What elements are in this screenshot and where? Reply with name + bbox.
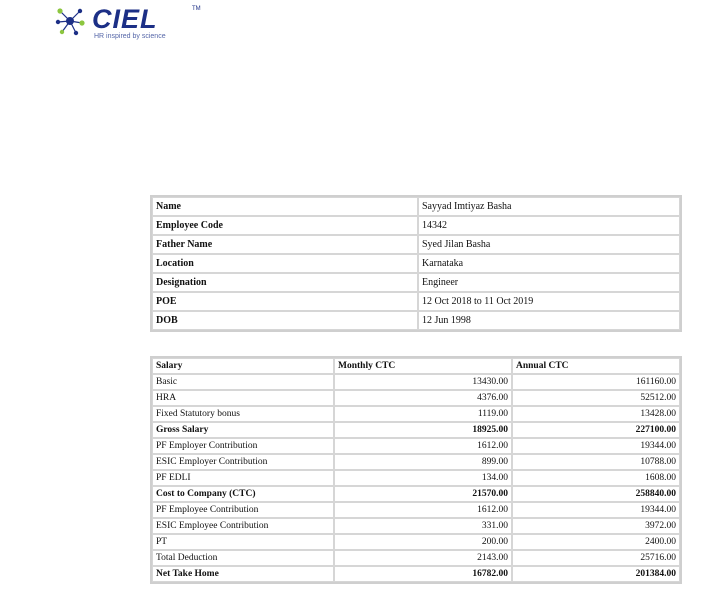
salary-row: [152, 454, 680, 470]
salary-component-label: PF Employer Contribution: [152, 438, 334, 454]
salary-row: [152, 502, 680, 518]
employee-field-label: Name: [152, 197, 418, 216]
employee-row: [152, 235, 680, 254]
annual-ctc-value: 52512.00: [512, 390, 680, 406]
monthly-ctc-value: 4376.00: [334, 390, 512, 406]
salary-component-label: ESIC Employee Contribution: [152, 518, 334, 534]
monthly-ctc-value: 200.00: [334, 534, 512, 550]
annual-ctc-value: 161160.00: [512, 374, 680, 390]
employee-field-value: Syed Jilan Basha: [418, 235, 680, 254]
employee-field-value: Karnataka: [418, 254, 680, 273]
employee-field-label: Designation: [152, 273, 418, 292]
annual-ctc-value: 2400.00: [512, 534, 680, 550]
employee-field-value: 12 Oct 2018 to 11 Oct 2019: [418, 292, 680, 311]
salary-component-label: PF EDLI: [152, 470, 334, 486]
employee-row: [152, 254, 680, 273]
salary-row: [152, 518, 680, 534]
salary-component-label: HRA: [152, 390, 334, 406]
annual-ctc-value: 19344.00: [512, 502, 680, 518]
salary-row: [152, 390, 680, 406]
employee-row: [152, 197, 680, 216]
salary-row: [152, 566, 680, 582]
monthly-ctc-value: 18925.00: [334, 422, 512, 438]
salary-component-label: ESIC Employer Contribution: [152, 454, 334, 470]
employee-field-label: POE: [152, 292, 418, 311]
employee-field-value: Engineer: [418, 273, 680, 292]
salary-breakup-table: [150, 356, 682, 584]
salary-row: [152, 438, 680, 454]
annual-ctc-value: 1608.00: [512, 470, 680, 486]
salary-component-label: Gross Salary: [152, 422, 334, 438]
employee-field-value: 14342: [418, 216, 680, 235]
monthly-ctc-value: 1612.00: [334, 438, 512, 454]
salary-row: [152, 406, 680, 422]
employee-row: [152, 273, 680, 292]
salary-row: [152, 486, 680, 502]
logo-wordmark: CIEL: [92, 4, 158, 34]
salary-header-row: [152, 358, 680, 374]
employee-field-label: Father Name: [152, 235, 418, 254]
employee-field-value: 12 Jun 1998: [418, 311, 680, 330]
monthly-ctc-value: 1612.00: [334, 502, 512, 518]
employee-field-value: Sayyad Imtiyaz Basha: [418, 197, 680, 216]
ciel-molecule-logo-icon: [54, 6, 86, 36]
annual-ctc-value: 3972.00: [512, 518, 680, 534]
company-logo: [54, 4, 204, 44]
logo-trademark: TM: [192, 6, 201, 12]
annual-ctc-value: 201384.00: [512, 566, 680, 582]
monthly-ctc-value: 13430.00: [334, 374, 512, 390]
employee-field-label: Employee Code: [152, 216, 418, 235]
salary-component-label: Total Deduction: [152, 550, 334, 566]
annual-ctc-value: 10788.00: [512, 454, 680, 470]
employee-details-table: [150, 195, 682, 332]
salary-row: [152, 470, 680, 486]
annual-ctc-value: 13428.00: [512, 406, 680, 422]
salary-row: [152, 534, 680, 550]
salary-header-label: Salary: [152, 358, 334, 374]
employee-row: [152, 292, 680, 311]
salary-component-label: Net Take Home: [152, 566, 334, 582]
salary-component-label: PF Employee Contribution: [152, 502, 334, 518]
employee-row: [152, 311, 680, 330]
salary-row: [152, 422, 680, 438]
monthly-ctc-value: 2143.00: [334, 550, 512, 566]
annual-ctc-value: 19344.00: [512, 438, 680, 454]
monthly-ctc-value: 899.00: [334, 454, 512, 470]
monthly-ctc-header: Monthly CTC: [334, 358, 512, 374]
salary-component-label: Basic: [152, 374, 334, 390]
logo-tagline: HR inspired by science: [94, 33, 166, 40]
salary-row: [152, 374, 680, 390]
employee-field-label: DOB: [152, 311, 418, 330]
employee-field-label: Location: [152, 254, 418, 273]
monthly-ctc-value: 331.00: [334, 518, 512, 534]
salary-component-label: PT: [152, 534, 334, 550]
annual-ctc-value: 25716.00: [512, 550, 680, 566]
monthly-ctc-value: 21570.00: [334, 486, 512, 502]
monthly-ctc-value: 134.00: [334, 470, 512, 486]
salary-component-label: Fixed Statutory bonus: [152, 406, 334, 422]
employee-row: [152, 216, 680, 235]
monthly-ctc-value: 1119.00: [334, 406, 512, 422]
salary-row: [152, 550, 680, 566]
annual-ctc-header: Annual CTC: [512, 358, 680, 374]
salary-component-label: Cost to Company (CTC): [152, 486, 334, 502]
annual-ctc-value: 227100.00: [512, 422, 680, 438]
monthly-ctc-value: 16782.00: [334, 566, 512, 582]
annual-ctc-value: 258840.00: [512, 486, 680, 502]
